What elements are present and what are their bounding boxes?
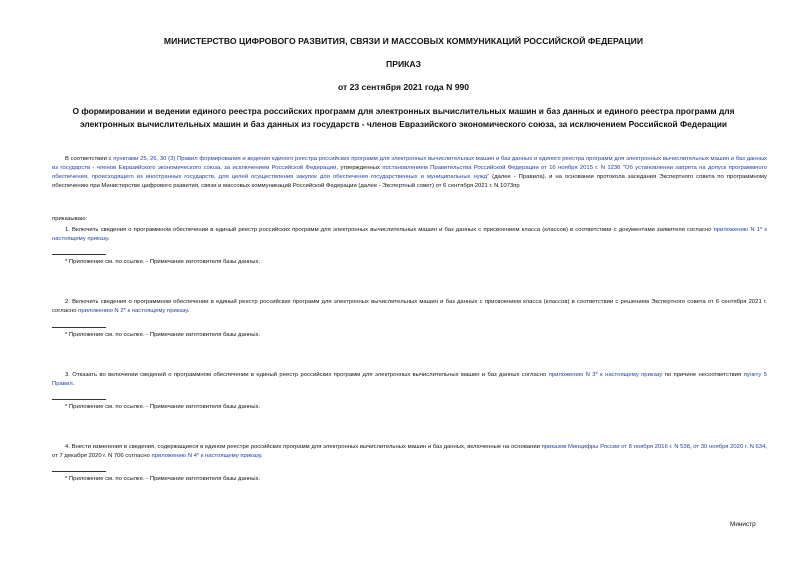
item-4-text-2: , xyxy=(689,444,694,450)
document-title: О формировании и ведении единого реестра российских программ для электронных вычислительных машин и баз данных и единого реестра программ для электронных вычислительных машин и баз данных из государств - членов Евразийского экономического союза, за исключением Российской Федерации xyxy=(72,106,735,129)
order-634-link[interactable]: от 30 ноября 2020 г. N 634 xyxy=(693,444,766,450)
item-2 xyxy=(52,298,767,316)
footnote-divider xyxy=(52,471,106,472)
footnote-divider xyxy=(52,327,106,328)
item-4 xyxy=(52,443,767,461)
appendix-2-link[interactable]: приложению N 2* к настоящему приказу xyxy=(78,308,188,315)
preamble-text-3: (далее - Правила), и на основании протокола заседания Экспертного совета по программному обеспечению при Министерстве цифрового развития, связи и массовых коммуникаций Российской Федерации (далее - Экспертный совет) от 6 сентября 2021 г. N 1073пр xyxy=(52,174,767,190)
preamble-paragraph xyxy=(52,155,767,191)
footnote: * Приложение см. по ссылке. - Примечание изготовителя базы данных. xyxy=(65,332,261,338)
order-538-link[interactable]: приказов Минцифры России от 8 ноября 2016 г. N 538 xyxy=(541,444,690,450)
item-1 xyxy=(52,226,767,244)
footnote: * Приложение см. по ссылке. - Примечание изготовителя базы данных. xyxy=(65,404,261,410)
item-4-end: . xyxy=(261,453,263,460)
item-2-end: . xyxy=(187,308,190,315)
signature-title: Министр xyxy=(730,521,756,528)
rules-clause-5-link[interactable]: пункту 5 Правил xyxy=(52,372,767,388)
order-word: приказываю: xyxy=(52,216,88,222)
item-1-end: . xyxy=(108,236,110,243)
ministry-name: МИНИСТЕРСТВО ЦИФРОВОГО РАЗВИТИЯ, СВЯЗИ И МАССОВЫХ КОММУНИКАЦИЙ РОССИЙСКОЙ ФЕДЕРАЦИИ xyxy=(163,36,644,46)
item-3-text-2: по причине несоответствия xyxy=(662,372,744,378)
rules-link[interactable]: пунктами 25, 26, 30 (3) Правил формирования и ведения единого реестра российских программ для электронных вычислительных машин и баз данных и единого реестра программ для электронных вычислительных машин и баз данных из государств - членов Евразийского экономического союза, за исключением Российской Федерации xyxy=(52,156,767,172)
item-3 xyxy=(52,371,767,389)
government-resolution-link[interactable]: постановлением Правительства Российской Федерации от 16 ноября 2015 г. N 1236 "Об установлении запрета на допуск программного обеспечения, происходящего из иностранных государств, для целей осуществления закупок для обеспечения государственных и муниципальных нужд" xyxy=(52,165,767,181)
item-4-text: 4. Внести изменения в сведения, содержащиеся в едином реестре российских программ для электронных вычислительных машин и баз данных, включенные на основании xyxy=(65,444,542,450)
document-type: ПРИКАЗ xyxy=(386,59,421,69)
footnote-divider xyxy=(52,254,106,255)
document-date-number: от 23 сентября 2021 года N 990 xyxy=(337,82,470,92)
appendix-4-link[interactable]: приложению N 4* к настоящему приказу xyxy=(151,453,262,460)
preamble-text-1: В соответствии с xyxy=(65,156,114,162)
item-3-text: 3. Отказать во включении сведений о программном обеспечении в единый реестр российских программ для электронных вычислительных машин и баз данных согласно xyxy=(65,372,549,378)
appendix-3-link[interactable]: приложению N 3* к настоящему приказу xyxy=(548,372,663,378)
footnote: * Приложение см. по ссылке. - Примечание изготовителя базы данных. xyxy=(65,259,261,265)
item-3-end: . xyxy=(72,381,75,388)
item-2-text: 2. Включить сведения о программном обеспечении в единый реестр российских программ для электронных вычислительных машин и баз данных с присвоением класса (классов) в соответствии с решением Экспертного совета от 6 сентября 2021 г. согласно xyxy=(52,299,767,315)
preamble-text-2: , утвержденных xyxy=(336,165,383,172)
footnote-divider xyxy=(52,399,106,400)
item-1-text: 1. Включить сведения о программном обеспечении в единый реестр российских программ для электронных вычислительных машин и баз данных с присвоением класса (классов) в соответствии с документами заявителя согласно xyxy=(65,227,714,233)
item-4-text-3: , от 7 декабря 2020 г. N 706 согласно xyxy=(52,444,767,460)
appendix-1-link[interactable]: приложению N 1* к настоящему приказу xyxy=(52,227,767,243)
footnote: * Приложение см. по ссылке. - Примечание изготовителя базы данных. xyxy=(65,476,261,482)
